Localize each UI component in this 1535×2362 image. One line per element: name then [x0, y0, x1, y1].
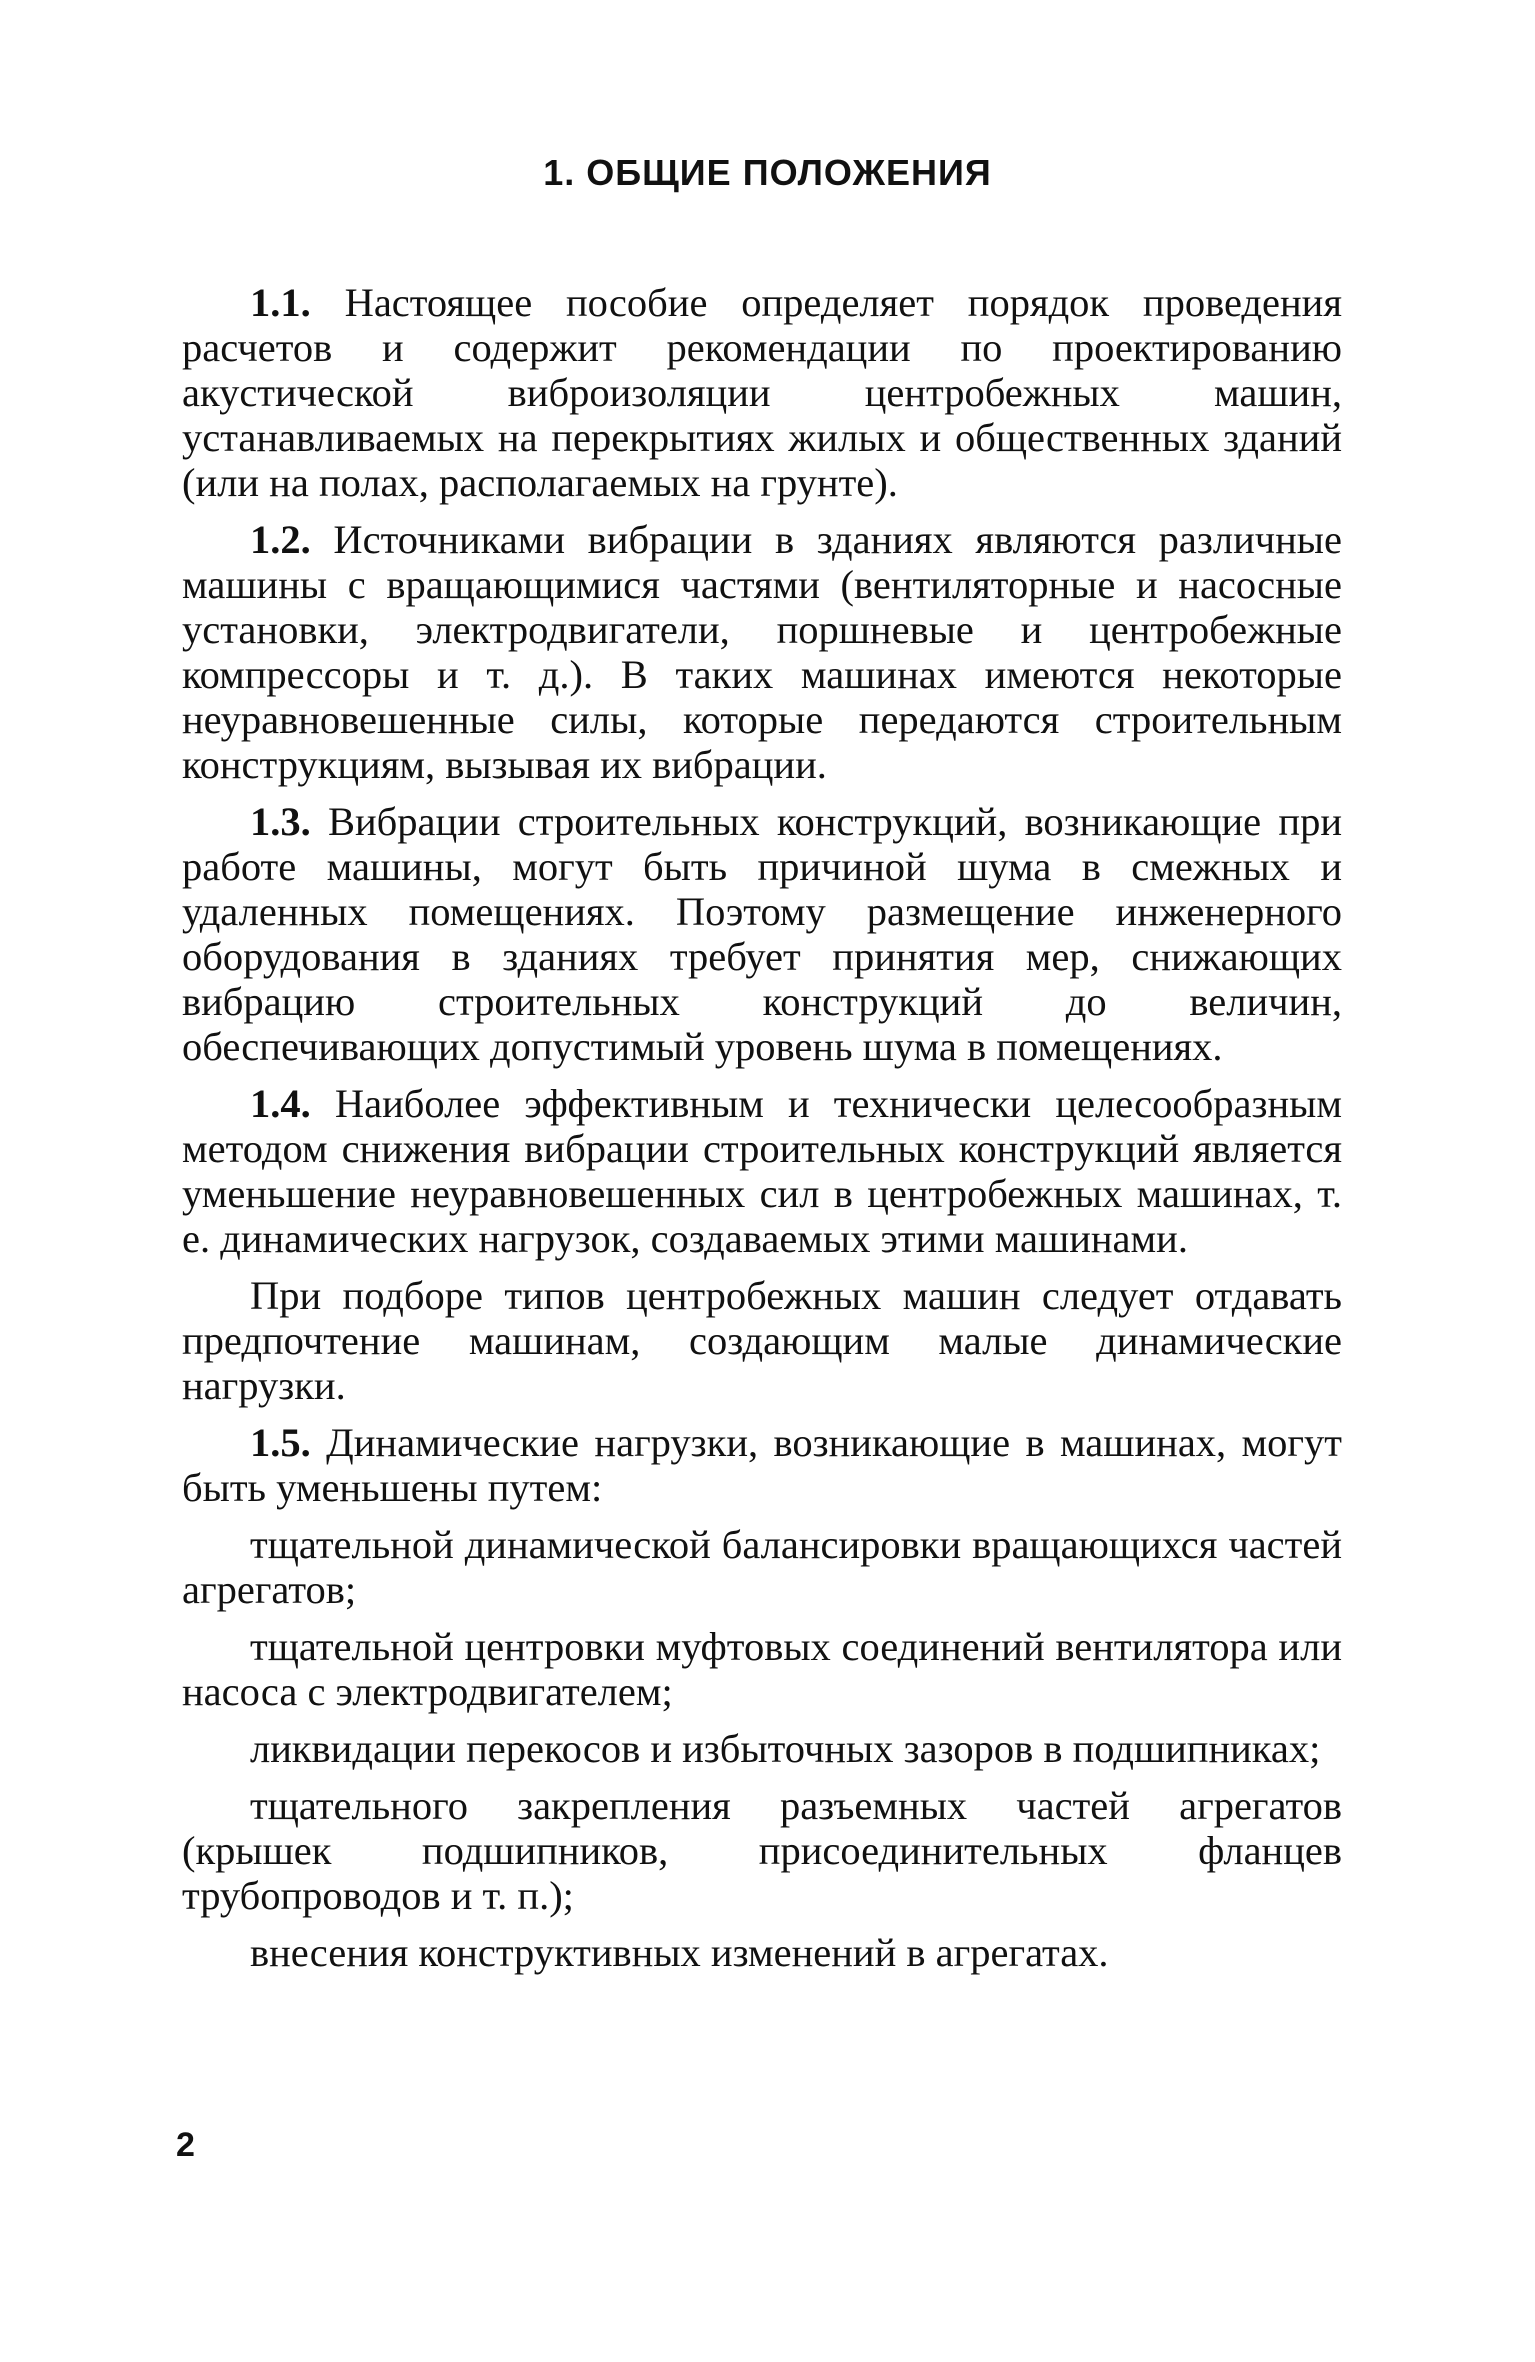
paragraph-1-4-note — [182, 1273, 1342, 1408]
list-item — [182, 1522, 1342, 1612]
paragraph-text: Динамические нагрузки, возникающие в машинах, могут быть уменьшены путем: — [182, 1420, 1342, 1510]
clause-number: 1.3. — [250, 799, 311, 844]
body-text — [182, 280, 1342, 1987]
paragraph-text: При подборе типов центробежных машин следует отдавать предпочтение машинам, создающим малые динамические нагрузки. — [182, 1273, 1342, 1408]
paragraph-1-2 — [182, 517, 1342, 787]
clause-number: 1.5. — [250, 1420, 311, 1465]
list-item — [182, 1930, 1342, 1975]
page-number: 2 — [176, 2126, 195, 2164]
paragraph-text: ликвидации перекосов и избыточных зазоров в подшипниках; — [250, 1726, 1321, 1771]
paragraph-1-5 — [182, 1420, 1342, 1510]
paragraph-text: Вибрации строительных конструкций, возникающие при работе машины, могут быть причиной шума в смежных и удаленных помещениях. Поэтому размещение инженерного оборудования в зданиях требует принятия мер, снижающих вибрацию строительных конструкций до величин, обеспечивающих допустимый уровень шума в помещениях. — [182, 799, 1342, 1069]
clause-number: 1.1. — [250, 280, 311, 325]
paragraph-1-4 — [182, 1081, 1342, 1261]
paragraph-text: тщательной динамической балансировки вращающихся частей агрегатов; — [182, 1522, 1342, 1612]
clause-number: 1.2. — [250, 517, 311, 562]
clause-number: 1.4. — [250, 1081, 311, 1126]
paragraph-1-3 — [182, 799, 1342, 1069]
paragraph-text: Наиболее эффективным и технически целесообразным методом снижения вибрации строительных конструкций является уменьшение неуравновешенных сил в центробежных машинах, т. е. динамических нагрузок, создаваемых этими машинами. — [182, 1081, 1342, 1261]
paragraph-text: тщательной центровки муфтовых соединений вентилятора или насоса с электродвигателем; — [182, 1624, 1342, 1714]
paragraph-text: Источниками вибрации в зданиях являются различные машины с вращающимися частями (вентиляторные и насосные установки, электродвигатели, поршневые и центробежные компрессоры и т. д.). В таких машинах имеются некоторые неуравновешенные силы, которые передаются строительным конструкциям, вызывая их вибрации. — [182, 517, 1342, 787]
paragraph-text: внесения конструктивных изменений в агрегатах. — [250, 1930, 1109, 1975]
paragraph-1-1 — [182, 280, 1342, 505]
list-item — [182, 1726, 1342, 1771]
paragraph-text: Настоящее пособие определяет порядок проведения расчетов и содержит рекомендации по проектированию акустической виброизоляции центробежных машин, устанавливаемых на перекрытиях жилых и общественных зданий (или на полах, располагаемых на грунте). — [182, 280, 1342, 505]
list-item — [182, 1624, 1342, 1714]
section-heading: 1. ОБЩИЕ ПОЛОЖЕНИЯ — [543, 152, 992, 193]
list-item — [182, 1783, 1342, 1918]
paragraph-text: тщательного закрепления разъемных частей агрегатов (крышек подшипников, присоединительных фланцев трубопроводов и т. п.); — [182, 1783, 1342, 1918]
